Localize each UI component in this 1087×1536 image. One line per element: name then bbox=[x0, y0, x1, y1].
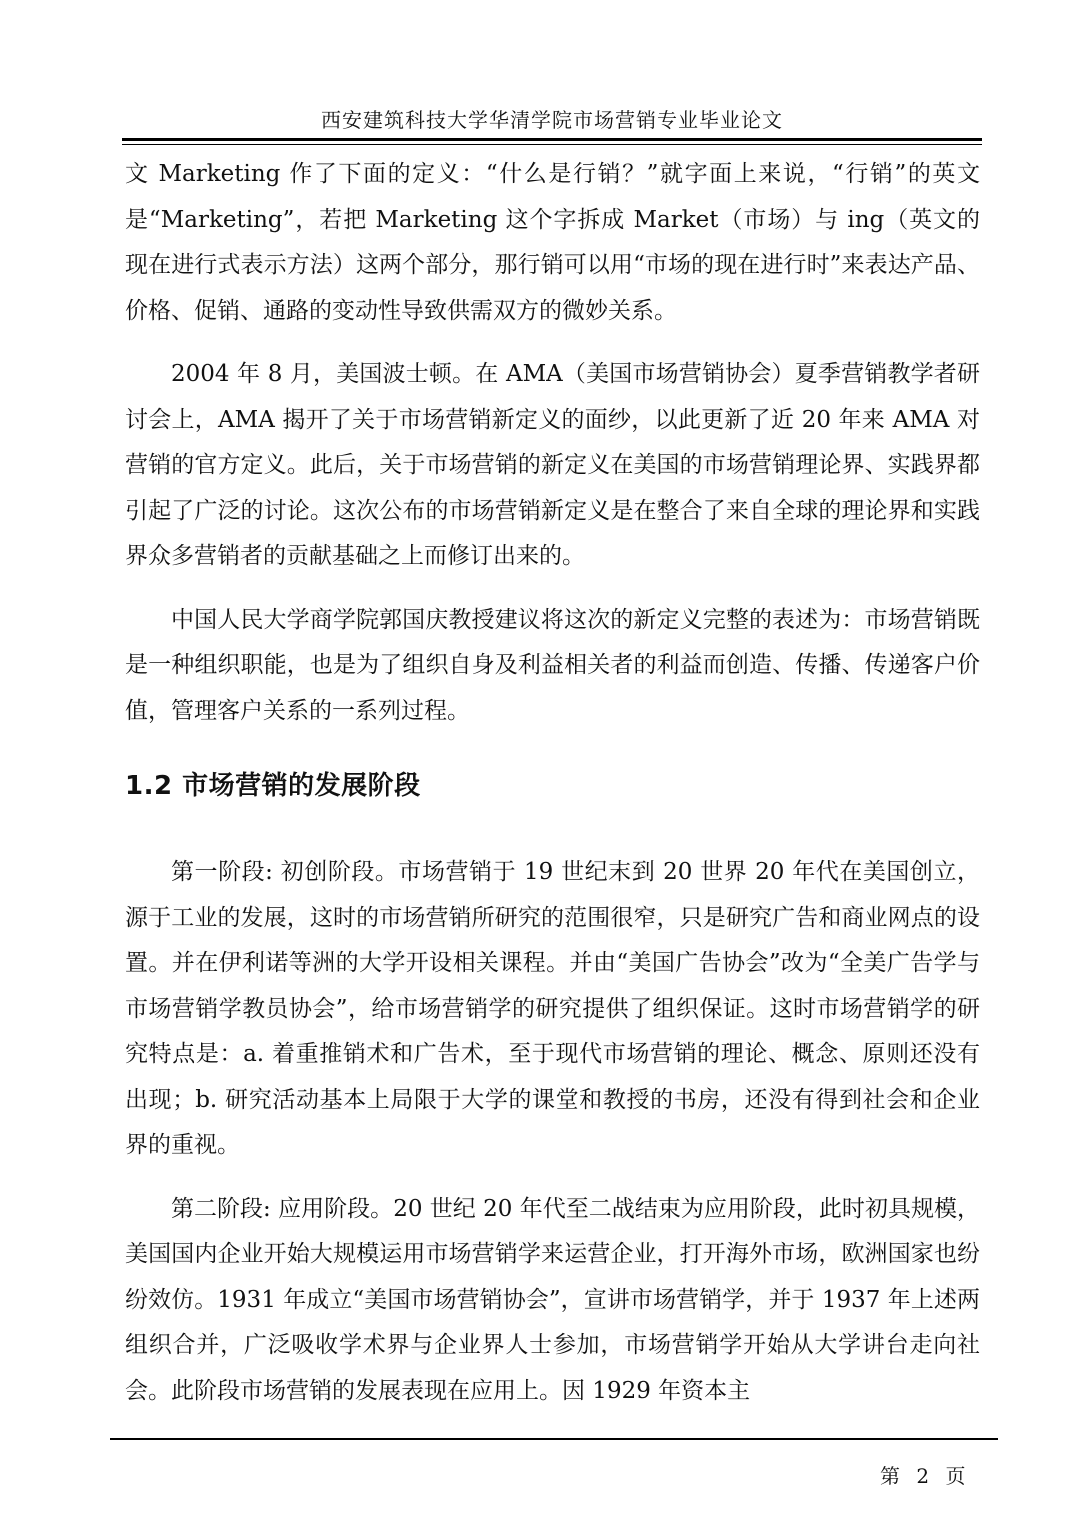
paragraph: 第一阶段: 初创阶段。市场营销于 19 世纪末到 20 世界 20 年代在美国创立，源于工业的发展，这时的市场营销所研究的范围很窄，只是研究广告和商业网点的设置。并在伊利诺等洲的大学开设相关课程。并由“美国广告协会”改为“全美广告学与市场营销学教员协会”，给市场营销学的研究提供了组织保证。这时市场营销学的研究特点是：a. 着重推销术和广告术，至于现代市场营销的理论、概念、原则还没有出现；b. 研究活动基本上局限于大学的课堂和教授的书房，还没有得到社会和企业界的重视。 bbox=[125, 859, 980, 1158]
header-title: 西安建筑科技大学华清学院市场营销专业毕业论文 bbox=[321, 108, 783, 132]
section-heading: 1.2 市场营销的发展阶段 bbox=[125, 771, 421, 801]
document-body bbox=[125, 152, 980, 1414]
paragraph: 中国人民大学商学院郭国庆教授建议将这次的新定义完整的表述为：市场营销既是一种组织职能，也是为了组织自身及利益相关者的利益而创造、传播、传递客户价值，管理客户关系的一系列过程。 bbox=[125, 606, 980, 724]
paragraph: 第二阶段: 应用阶段。20 世纪 20 年代至二战结束为应用阶段，此时初具规模，美国国内企业开始大规模运用市场营销学来运营企业，打开海外市场，欧洲国家也纷纷效仿。1931 年成立“美国市场营销协会”，宣讲市场营销学，并于 1937 年上述两组织合并，广泛吸收学术界与企业界人士参加，市场营销学开始从大学讲台走向社会。此阶段市场营销的发展表现在应用上。因 1929 年资本主 bbox=[125, 1195, 980, 1404]
header-rule bbox=[122, 138, 982, 141]
paragraph: 2004 年 8 月，美国波士顿。在 AMA（美国市场营销协会）夏季营销教学者研讨会上，AMA 揭开了关于市场营销新定义的面纱，以此更新了近 20 年来 AMA 对营销的官方定义。此后，关于市场营销的新定义在美国的市场营销理论界、实践界都引起了广泛的讨论。这次公布的市场营销新定义是在整合了来自全球的理论界和实践界众多营销者的贡献基础之上而修订出来的。 bbox=[125, 361, 980, 569]
footer-rule bbox=[110, 1438, 998, 1440]
paragraph: 文 Marketing 作了下面的定义：“什么是行销？”就字面上来说，“行销”的英文是“Marketing”，若把 Marketing 这个字拆成 Market（市场）与 ing（英文的现在进行式表示方法）这两个部分，那行销可以用“市场的现在进行时”来表达产品、价格、促销、通路的变动性导致供需双方的微妙关系。 bbox=[125, 161, 980, 324]
page-number: 第 2 页 bbox=[880, 1464, 966, 1488]
header-rule-thin bbox=[122, 144, 982, 145]
